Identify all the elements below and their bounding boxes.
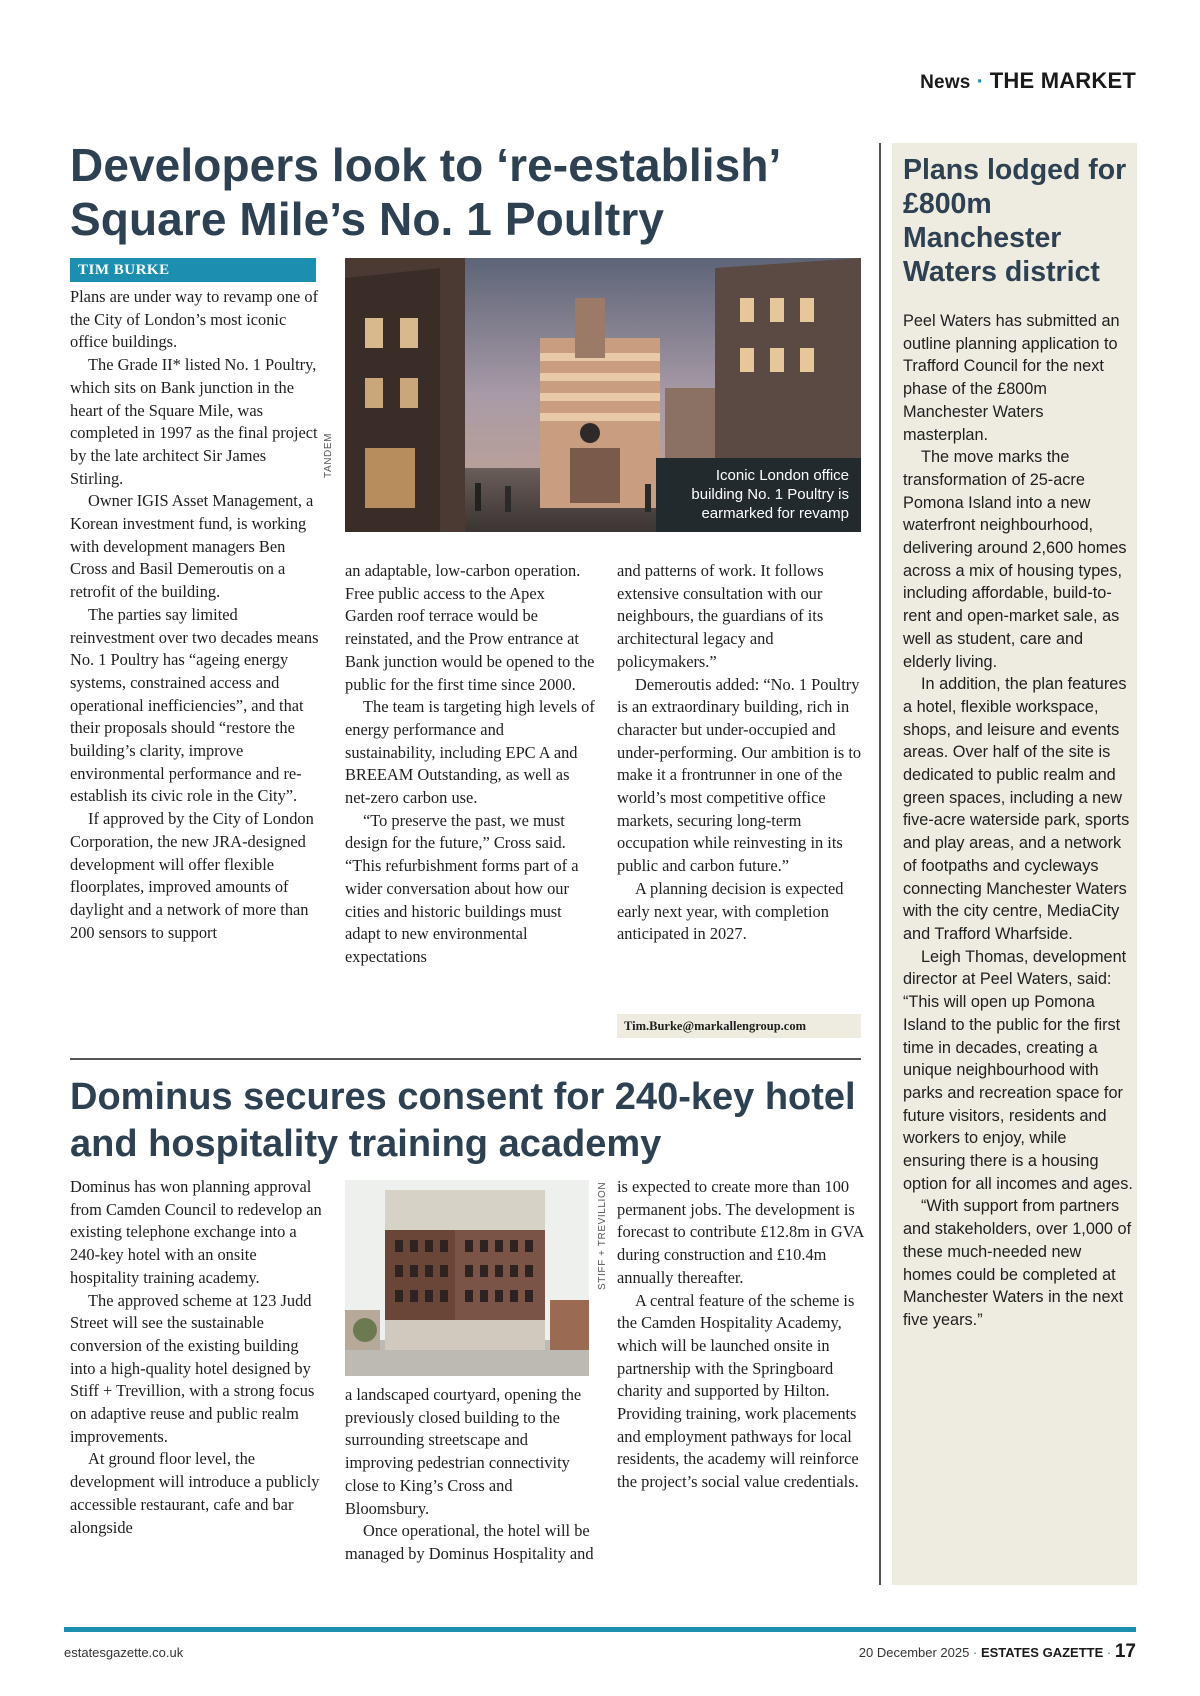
- paragraph: If approved by the City of London Corporation, the new JRA-designed development will offer flexible floorplates, improved amounts of daylight and a network of more than 200 sensors to support: [70, 809, 314, 942]
- paragraph: Peel Waters has submitted an outline planning application to Trafford Council for the next phase of the £800m Manchester Waters masterplan.: [903, 312, 1120, 444]
- paragraph: Once operational, the hotel will be managed by Dominus Hospitality and: [345, 1521, 594, 1563]
- footer-website[interactable]: estatesgazette.co.uk: [64, 1645, 184, 1660]
- issue-date: 20 December 2025: [858, 1645, 970, 1660]
- article1-headline: Developers look to ‘re-establish’ Square Mile’s No. 1 Poultry: [70, 139, 779, 245]
- article2-column-2: [345, 1384, 597, 1566]
- paragraph: Dominus has won planning approval from Camden Council to redevelop an existing telephone exchange into a 240-key hotel with an onsite hospitality training academy.: [70, 1177, 322, 1287]
- article-divider: [70, 1058, 861, 1060]
- paragraph: The Grade II* listed No. 1 Poultry, which sits on Bank junction in the heart of the Square Mile, was completed in 1997 as the final project by the late architect Sir James Stirling.: [70, 355, 318, 488]
- paragraph: is expected to create more than 100 permanent jobs. The development is forecast to contribute £12.8m in GVA during construction and £10.4m annually thereafter.: [617, 1177, 864, 1287]
- footer-separator: ·: [1106, 1645, 1112, 1660]
- paragraph: an adaptable, low-carbon operation. Free public access to the Apex Garden roof terrace would be reinstated, and the Prow entrance at Bank junction would be opened to the public for the first time since 2000.: [345, 561, 595, 694]
- hotel-building-image: [345, 1180, 589, 1376]
- column-divider: [879, 143, 881, 1585]
- paragraph: The approved scheme at 123 Judd Street will see the sustainable conversion of the existing building into a high-quality hotel designed by Stiff + Trevillion, with a strong focus on adaptive reuse and public realm improvements.: [70, 1290, 315, 1446]
- byline: TIM BURKE: [70, 258, 316, 282]
- author-email[interactable]: Tim.Burke@markallengroup.com: [617, 1014, 861, 1038]
- paragraph: Demeroutis added: “No. 1 Poultry is an extraordinary building, rich in character but under-occupied and under-performing. Our ambition is to make it a frontrunner in one of the world’s most competitive office markets, securing long-term occupation while reinvesting in its public and carbon future.”: [617, 674, 862, 876]
- section-label: News: [920, 72, 971, 93]
- paragraph: Leigh Thomas, development director at Peel Waters, said: “This will open up Pomona Island to the public for the first time in decades, creating a unique neighbourhood with parks and recreation space for future visitors, residents and workers to enjoy, while ensuring there is a housing option for all incomes and ages.: [903, 947, 1133, 1193]
- image-credit: STIFF + TREVILLION: [597, 1181, 608, 1290]
- paragraph: The parties say limited reinvestment over two decades means No. 1 Poultry has “ageing energy systems, constrained access and operational inefficiencies”, and that their proposals should “restore the building’s clarity, improve environmental performance and re-establish its civic role in the City”.: [70, 604, 319, 806]
- article1-column-1: [70, 286, 322, 944]
- paragraph: A planning decision is expected early next year, with completion anticipated in 2027.: [617, 878, 844, 944]
- article1-column-2: [345, 560, 597, 969]
- sidebar-headline: Plans lodged for £800m Manchester Waters district: [903, 154, 1127, 288]
- image-caption: Iconic London office building No. 1 Poultry is earmarked for revamp: [656, 458, 861, 532]
- image-credit: TANDEM: [323, 432, 334, 478]
- paragraph: At ground floor level, the development will introduce a publicly accessible restaurant, cafe and bar alongside: [70, 1449, 320, 1537]
- page-number: 17: [1114, 1641, 1136, 1662]
- article2-column-3: [617, 1176, 869, 1494]
- paragraph: Owner IGIS Asset Management, a Korean investment fund, is working with development managers Ben Cross and Basil Demeroutis on a retrofit of the building.: [70, 491, 314, 602]
- paragraph: A central feature of the scheme is the Camden Hospitality Academy, which will be launched onsite in partnership with the Springboard charity and supported by Hilton. Providing training, work placements and employment pathways for local residents, the academy will reinforce the project’s social value credentials.: [617, 1290, 859, 1492]
- paragraph: and patterns of work. It follows extensive consultation with our neighbours, the guardians of its architectural legacy and policymakers.”: [617, 561, 824, 671]
- header-separator: ·: [976, 70, 984, 93]
- paragraph: a landscaped courtyard, opening the previously closed building to the surrounding streetscape and improving pedestrian connectivity close to King’s Cross and Bloomsbury.: [345, 1385, 582, 1518]
- paragraph: “To preserve the past, we must design for the future,” Cross said. “This refurbishment forms part of a wider conversation about how our cities and historic buildings must adapt to new environmental expectations: [345, 810, 579, 966]
- footer-rule: [64, 1627, 1136, 1632]
- paragraph: Plans are under way to revamp one of the City of London’s most iconic office buildings.: [70, 287, 319, 352]
- footer-info: [859, 1641, 1136, 1663]
- section-header: [920, 68, 1136, 94]
- paragraph: In addition, the plan features a hotel, flexible workspace, shops, and leisure and events areas. Over half of the site is dedicated to public realm and green spaces, including a new five-acre waterside park, sports and play areas, and a network of footpaths and cycleways connecting Manchester Waters with the city centre, MediaCity and Trafford Wharfside.: [903, 675, 1130, 943]
- sidebar-body: [903, 310, 1133, 1332]
- footer-separator: ·: [972, 1645, 978, 1660]
- paragraph: The move marks the transformation of 25-acre Pomona Island into a new waterfront neighbourhood, delivering around 2,600 homes across a mix of housing types, including affordable, build-to-rent and open-market sale, as well as student, care and elderly living.: [903, 448, 1127, 671]
- paragraph: “With support from partners and stakeholders, over 1,000 of these much-needed new homes could be completed at Manchester Waters in the next five years.”: [903, 1197, 1132, 1329]
- article1-column-3: [617, 560, 867, 946]
- paragraph: The team is targeting high levels of energy performance and sustainability, including EPC A and BREEAM Outstanding, as well as net-zero carbon use.: [345, 697, 595, 808]
- article2-column-1: [70, 1176, 322, 1539]
- article2-headline: Dominus secures consent for 240-key hotel and hospitality training academy: [70, 1076, 856, 1165]
- subsection-label: THE MARKET: [989, 68, 1136, 93]
- publication-name: ESTATES GAZETTE: [980, 1645, 1104, 1660]
- hotel-rendering-photo: [345, 1180, 589, 1376]
